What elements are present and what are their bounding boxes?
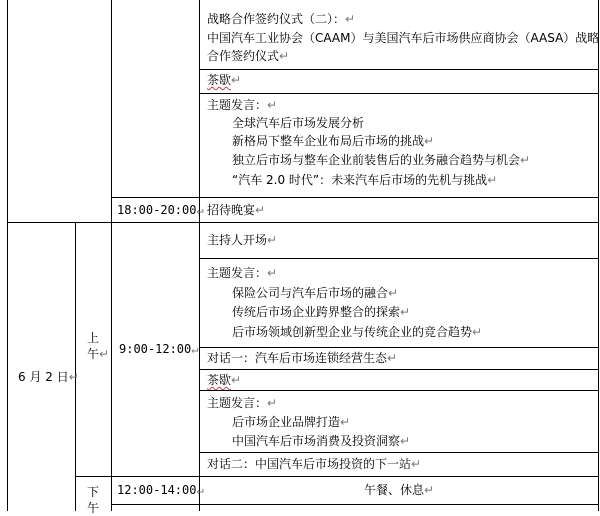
afternoon-label-2: 午: [87, 501, 100, 515]
speech-item: 后市场企业品牌打造↵: [232, 415, 351, 429]
lunch-time: 12:00-14:00↵: [117, 483, 204, 497]
dialogue-1: 对话一：汽车后市场连锁经营生态↵: [207, 351, 398, 365]
tea-break-1: 茶歇↵: [207, 73, 242, 87]
row-line: [199, 258, 599, 259]
speech-item: 后市场领域创新型企业与传统企业的竞合趋势↵: [232, 325, 483, 339]
tea-break-2: 茶歇↵: [207, 373, 242, 387]
evening-event: 招待晚宴↵: [207, 203, 266, 217]
row-line: [199, 369, 599, 370]
speech-item: 保险公司与汽车后市场的融合↵: [232, 286, 399, 300]
row-line: [199, 452, 599, 453]
row-line: [199, 69, 599, 70]
row-line: [199, 390, 599, 391]
speech-item: 中国汽车后市场消费及投资洞察↵: [232, 434, 411, 448]
table-border-left: [7, 0, 8, 511]
row-line: [199, 347, 599, 348]
speech-item: 传统后市场企业跨界整合的探索↵: [232, 305, 411, 319]
row-line: [199, 93, 599, 94]
speech-heading-3: 主题发言：↵: [207, 396, 278, 410]
col-divider-date: [75, 222, 76, 511]
col-divider-period: [111, 0, 112, 511]
row-line: [75, 476, 599, 477]
speech-item: 新格局下整车企业布局后市场的挑战↵: [232, 134, 435, 148]
ceremony-signing: 合作签约仪式↵: [207, 49, 290, 63]
row-line: [111, 197, 599, 198]
row-line: [7, 222, 599, 223]
speech-item: 全球汽车后市场发展分析: [232, 116, 365, 130]
afternoon-label-1: 下: [87, 485, 100, 499]
speech-heading-1: 主题发言：↵: [207, 98, 278, 112]
evening-time: 18:00-20:00↵: [117, 203, 204, 217]
speech-item: 独立后市场与整车企业前装售后的业务融合趋势与机会↵: [232, 153, 531, 167]
ceremony-parties: 中国汽车工业协会（CAAM）与美国汽车后市场供应商协会（AASA）战略: [207, 31, 600, 45]
col-divider-time: [199, 0, 200, 511]
morning-time: 9:00-12:00↵: [119, 342, 199, 356]
morning-label-1: 上: [87, 331, 100, 345]
date-label: 6 月 2 日↵: [18, 370, 79, 384]
speech-heading-2: 主题发言：↵: [207, 266, 278, 280]
speech-item: “汽车 2.0 时代”：未来汽车后市场的先机与挑战↵: [232, 173, 498, 187]
morning-label-2: 午↵: [87, 347, 110, 361]
dialogue-2: 对话二：中国汽车后市场投资的下一站↵: [207, 457, 422, 471]
lunch-event: 午餐、休息↵: [364, 483, 435, 497]
table-border-right: [598, 0, 599, 511]
host-opening: 主持人开场↵: [207, 233, 278, 247]
ceremony-title: 战略合作签约仪式（二）：↵: [207, 12, 356, 26]
row-line: [111, 504, 599, 505]
